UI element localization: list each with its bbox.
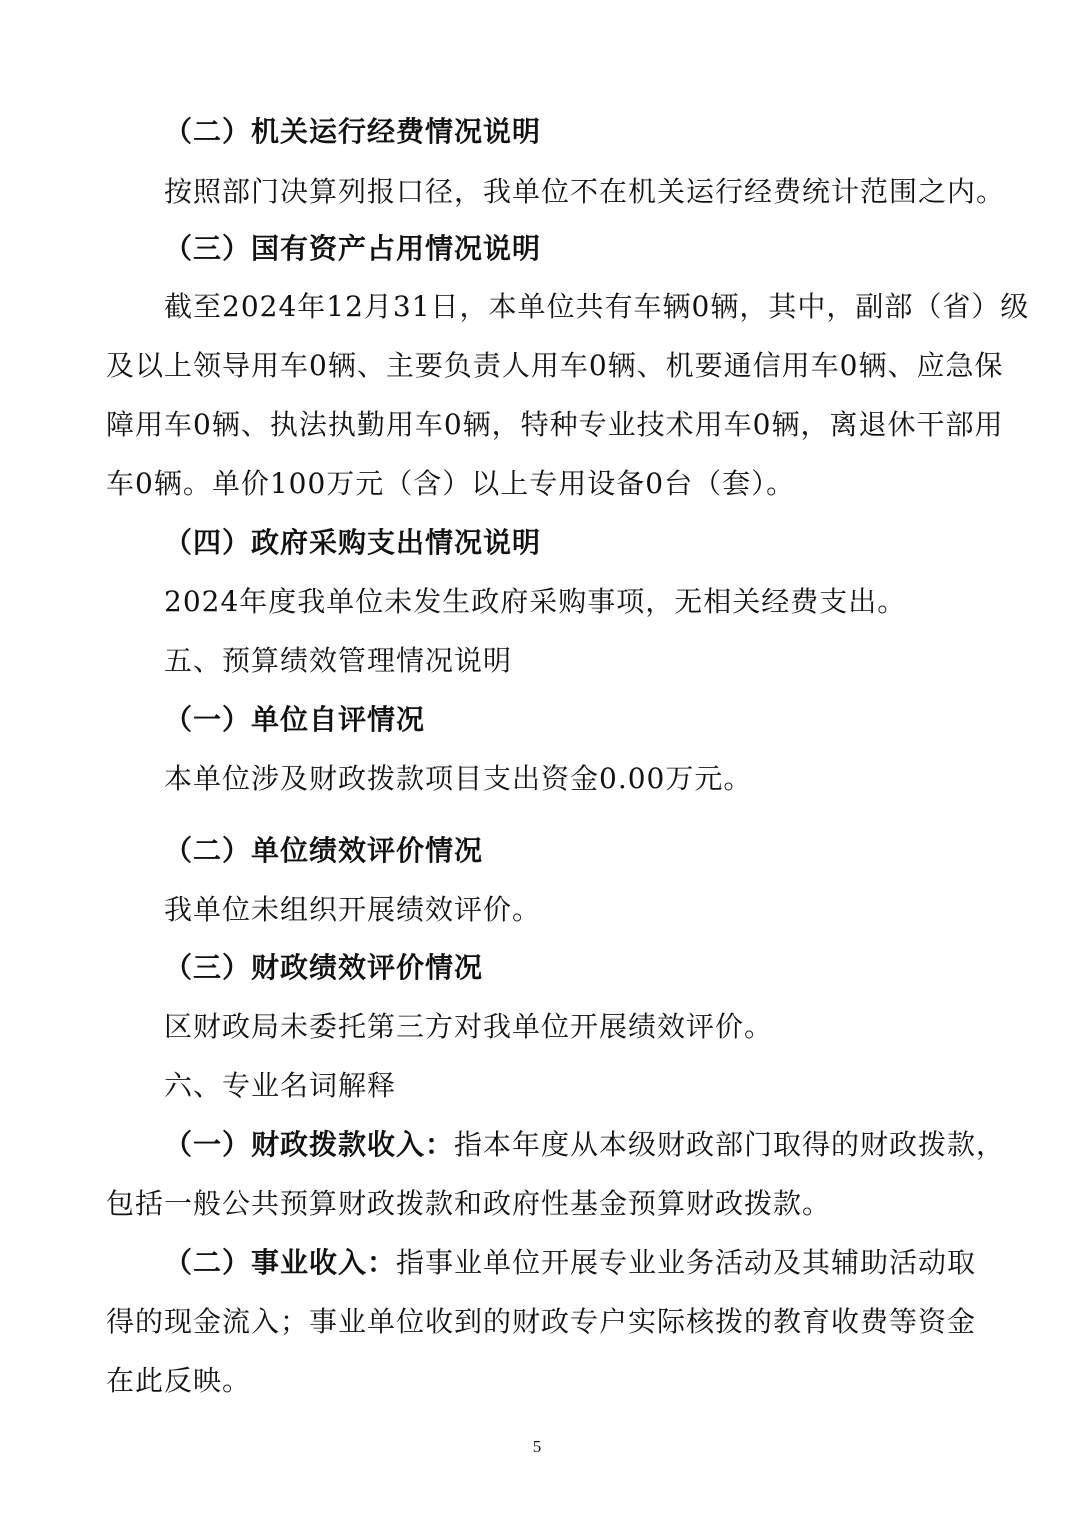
term1-label: （一）财政拨款收入： bbox=[164, 1128, 455, 1161]
ch5-2-heading: （二）单位绩效评价情况 bbox=[164, 834, 484, 867]
s4-body: 2024年度我单位未发生政府采购事项，无相关经费支出。 bbox=[164, 585, 907, 618]
ch5-1-heading: （一）单位自评情况 bbox=[164, 703, 426, 736]
term1-line-1 bbox=[164, 1125, 1005, 1165]
s3-body-line-4: 车0辆。单价100万元（含）以上专用设备0台（套）。 bbox=[106, 467, 796, 500]
ch5-2-body: 我单位未组织开展绩效评价。 bbox=[164, 893, 542, 926]
s3-body-line-2: 及以上领导用车0辆、主要负责人用车0辆、机要通信用车0辆、应急保 bbox=[106, 349, 1004, 382]
s3-body-line-3: 障用车0辆、执法执勤用车0辆，特种专业技术用车0辆，离退休干部用 bbox=[106, 408, 1004, 441]
page-number: 5 bbox=[532, 1437, 542, 1456]
s3-heading: （三）国有资产占用情况说明 bbox=[164, 232, 542, 265]
s4-heading: （四）政府采购支出情况说明 bbox=[164, 526, 542, 559]
term2-label: （二）事业收入： bbox=[164, 1246, 397, 1279]
ch5-heading: 五、预算绩效管理情况说明 bbox=[164, 644, 513, 677]
term2-text-1: 指事业单位开展专业业务活动及其辅助活动取 bbox=[396, 1246, 977, 1279]
s2-heading: （二）机关运行经费情况说明 bbox=[164, 115, 542, 148]
term1-text-1: 指本年度从本级财政部门取得的财政拨款， bbox=[454, 1128, 1006, 1161]
term1-line-2: 包括一般公共预算财政拨款和政府性基金预算财政拨款。 bbox=[106, 1187, 832, 1220]
term2-line-3: 在此反映。 bbox=[106, 1364, 252, 1397]
ch5-1-body: 本单位涉及财政拨款项目支出资金0.00万元。 bbox=[164, 762, 753, 795]
s2-body: 按照部门决算列报口径，我单位不在机关运行经费统计范围之内。 bbox=[164, 175, 1006, 208]
ch6-heading: 六、专业名词解释 bbox=[164, 1069, 397, 1102]
term2-line-1 bbox=[164, 1243, 976, 1283]
ch5-3-heading: （三）财政绩效评价情况 bbox=[164, 951, 484, 984]
term2-line-2: 得的现金流入；事业单位收到的财政专户实际核拨的教育收费等资金 bbox=[106, 1305, 977, 1338]
ch5-3-body: 区财政局未委托第三方对我单位开展绩效评价。 bbox=[164, 1010, 774, 1043]
s3-body-line-1: 截至2024年12月31日，本单位共有车辆0辆，其中，副部（省）级 bbox=[164, 290, 1030, 323]
